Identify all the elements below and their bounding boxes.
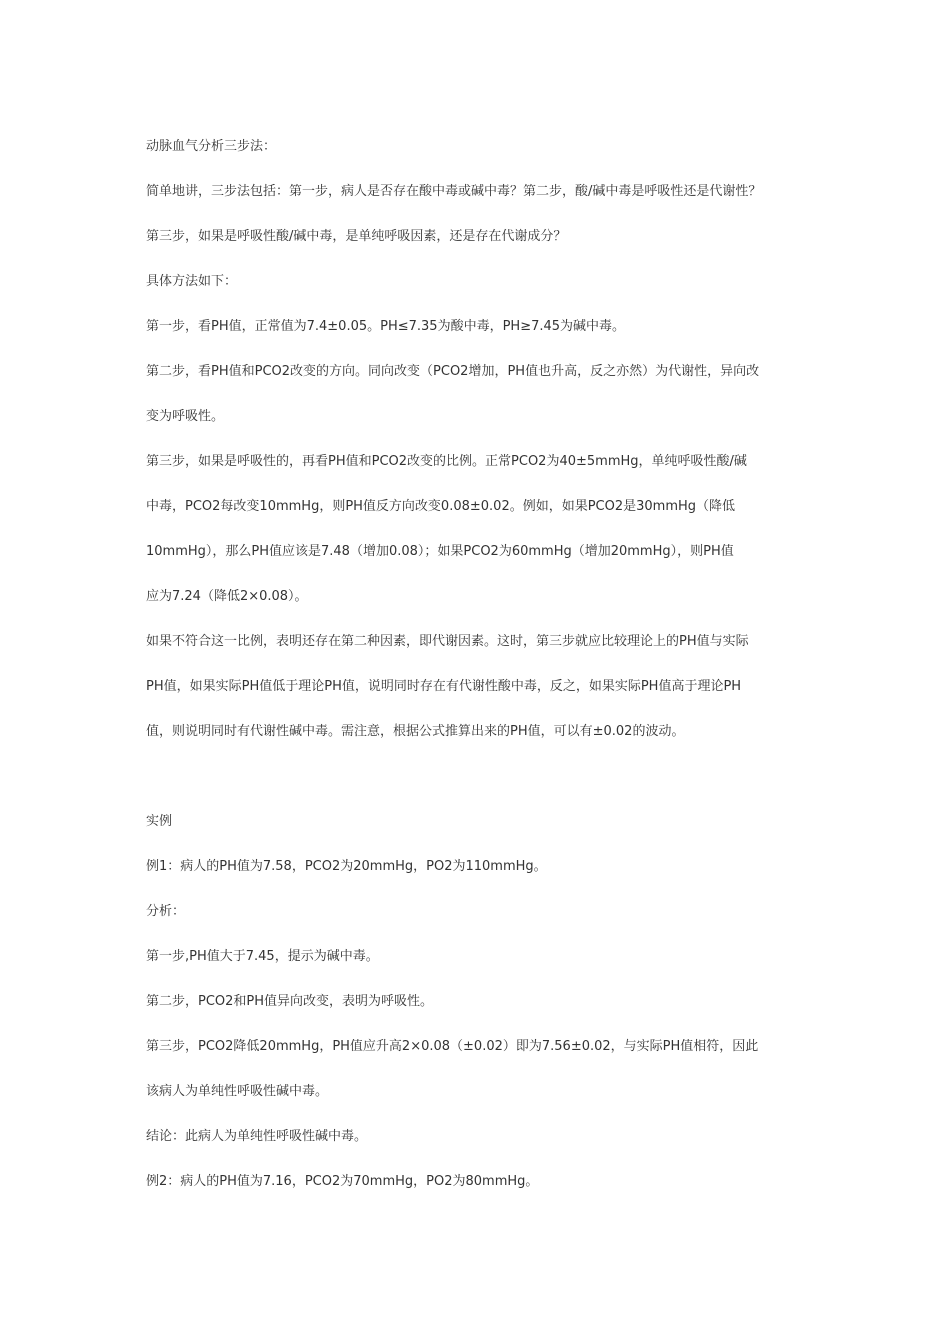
document-body bbox=[146, 124, 810, 1204]
text-line: 第二步，看PH值和PCO2改变的方向。同向改变（PCO2增加，PH值也升高，反之亦然）为代谢性，异向改 bbox=[146, 364, 760, 379]
text-line: 第一步,PH值大于7.45，提示为碱中毒。 bbox=[146, 949, 379, 964]
text-line: 值，则说明同时有代谢性碱中毒。需注意，根据公式推算出来的PH值，可以有±0.02的波动。 bbox=[146, 724, 685, 739]
text-line: 中毒，PCO2每改变10mmHg，则PH值反方向改变0.08±0.02。例如，如果PCO2是30mmHg（降低 bbox=[146, 499, 736, 514]
section-heading: 实例 bbox=[146, 814, 173, 829]
text-line: 10mmHg），那么PH值应该是7.48（增加0.08）；如果PCO2为60mmHg（增加20mmHg），则PH值 bbox=[146, 544, 734, 559]
text-line: 分析： bbox=[146, 904, 186, 919]
text-line: 第三步，如果是呼吸性的，再看PH值和PCO2改变的比例。正常PCO2为40±5mmHg，单纯呼吸性酸/碱 bbox=[146, 454, 747, 469]
text-line: 结论：此病人为单纯性呼吸性碱中毒。 bbox=[146, 1129, 368, 1144]
text-line: 第三步，如果是呼吸性酸/碱中毒，是单纯呼吸因素，还是存在代谢成分？ bbox=[146, 229, 567, 244]
text-line: PH值，如果实际PH值低于理论PH值，说明同时存在有代谢性酸中毒，反之，如果实际PH值高于理论PH bbox=[146, 679, 742, 694]
text-line: 变为呼吸性。 bbox=[146, 409, 225, 424]
text-line: 第一步，看PH值，正常值为7.4±0.05。PH≤7.35为酸中毒，PH≥7.45为碱中毒。 bbox=[146, 319, 626, 334]
text-line: 第二步，PCO2和PH值异向改变，表明为呼吸性。 bbox=[146, 994, 434, 1009]
text-line: 简单地讲，三步法包括：第一步，病人是否存在酸中毒或碱中毒？第二步，酸/碱中毒是呼吸性还是代谢性？ bbox=[146, 184, 762, 199]
document-title: 动脉血气分析三步法： bbox=[146, 139, 277, 154]
text-line: 具体方法如下： bbox=[146, 274, 238, 289]
text-line: 第三步，PCO2降低20mmHg，PH值应升高2×0.08（±0.02）即为7.56±0.02，与实际PH值相符，因此 bbox=[146, 1039, 759, 1054]
text-line: 如果不符合这一比例，表明还存在第二种因素，即代谢因素。这时，第三步就应比较理论上的PH值与实际 bbox=[146, 634, 749, 649]
text-line: 应为7.24（降低2×0.08）。 bbox=[146, 589, 308, 604]
blank-line bbox=[146, 754, 810, 799]
text-line: 例2：病人的PH值为7.16，PCO2为70mmHg，PO2为80mmHg。 bbox=[146, 1174, 539, 1189]
text-line: 该病人为单纯性呼吸性碱中毒。 bbox=[146, 1084, 329, 1099]
text-line: 例1：病人的PH值为7.58，PCO2为20mmHg，PO2为110mmHg。 bbox=[146, 859, 547, 874]
